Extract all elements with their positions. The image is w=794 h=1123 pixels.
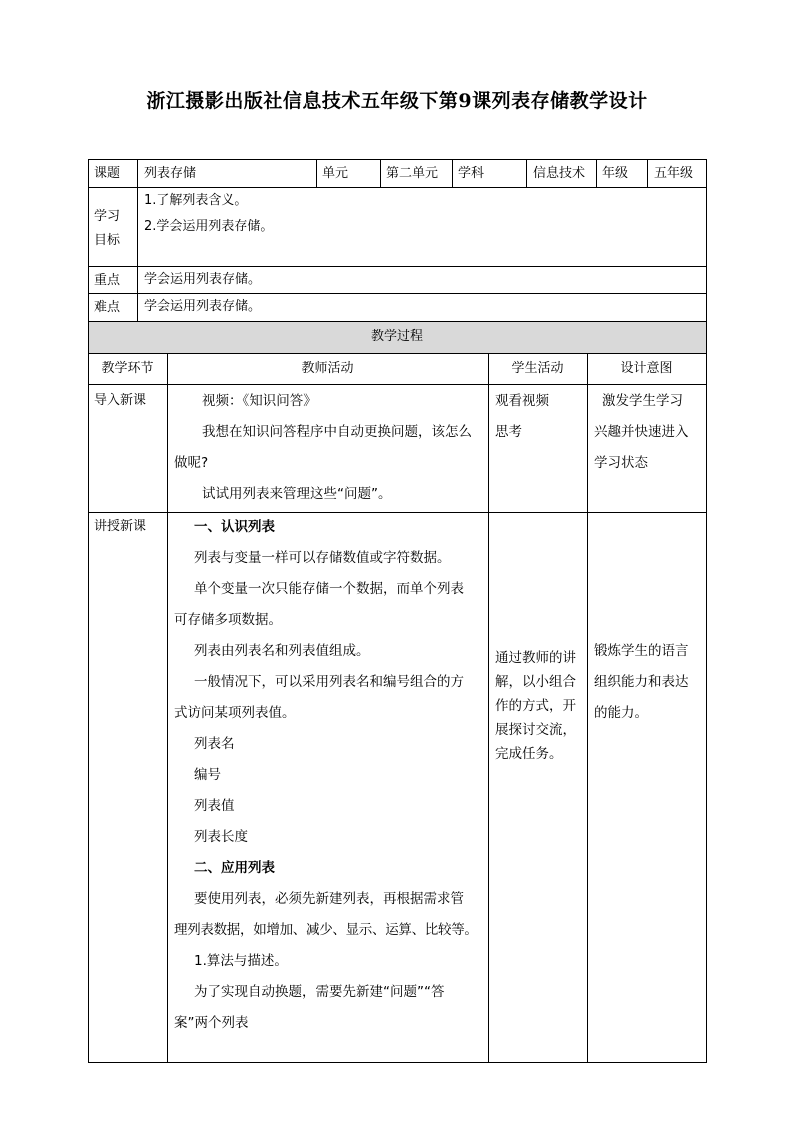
teacher-line: 式访问某项列表值。 <box>174 705 296 721</box>
student-activity-intro <box>495 386 583 448</box>
intent-line: 的能力。 <box>594 705 648 721</box>
row-divider <box>88 187 707 188</box>
teacher-heading: 二、应用列表 <box>194 860 275 876</box>
col-divider <box>380 159 381 187</box>
teacher-line: 单个变量一次只能存储一个数据，而单个列表 <box>194 581 464 597</box>
intent-intro <box>594 386 704 479</box>
intent-lesson <box>594 636 706 729</box>
row-divider <box>88 321 707 322</box>
grade-value: 五年级 <box>654 166 694 181</box>
objective-item: 1.了解列表含义。 <box>144 193 248 208</box>
subject-value: 信息技术 <box>533 166 586 181</box>
student-line: 展探讨交流， <box>495 722 576 738</box>
col-divider <box>587 353 588 1063</box>
stage-intro: 导入新课 <box>94 393 147 408</box>
intent-line: 锻炼学生的语言 <box>594 643 689 659</box>
teacher-activity-lesson <box>174 512 486 1039</box>
key-point-label: 重点 <box>94 273 121 288</box>
col-divider <box>488 353 489 1063</box>
teacher-line: 做呢? <box>174 455 209 471</box>
row-divider <box>88 266 707 267</box>
teacher-line: 列表名 <box>194 736 235 752</box>
teacher-line: 列表与变量一样可以存储数值或字符数据。 <box>194 550 451 566</box>
column-header-student: 学生活动 <box>511 361 564 376</box>
teacher-line: 我想在知识问答程序中自动更换问题，该怎么 <box>202 424 472 440</box>
student-line: 完成任务。 <box>495 746 563 762</box>
subject-label: 学科 <box>458 166 485 181</box>
intent-line: 兴趣并快速进入 <box>594 424 689 440</box>
unit-label: 单元 <box>322 166 349 181</box>
column-header-stage: 教学环节 <box>101 361 154 376</box>
student-line: 观看视频 <box>495 393 549 409</box>
document-title: 浙江摄影出版社信息技术五年级下第9课列表存储教学设计 <box>146 90 648 112</box>
topic-value: 列表存储 <box>144 166 197 181</box>
column-header-teacher: 教师活动 <box>301 361 354 376</box>
teacher-activity-intro <box>174 386 484 510</box>
teacher-line: 为了实现自动换题，需要先新建“问题”“答 <box>194 984 445 1000</box>
teacher-line: 编号 <box>194 767 221 783</box>
col-divider <box>316 159 317 187</box>
teacher-line: 试试用列表来管理这些“问题”。 <box>202 486 392 502</box>
student-line: 作的方式，开 <box>495 698 576 714</box>
teacher-line: 理列表数据，如增加、减少、显示、运算、比较等。 <box>174 922 478 938</box>
intent-line: 学习状态 <box>594 455 648 471</box>
row-divider <box>88 293 707 294</box>
teacher-line: 视频：《知识问答》 <box>202 393 317 409</box>
teacher-line: 列表由列表名和列表值组成。 <box>194 643 370 659</box>
student-line: 通过教师的讲 <box>495 650 576 666</box>
intent-line: 激发学生学习 <box>602 393 683 409</box>
student-activity-lesson <box>495 646 585 766</box>
difficulty-label: 难点 <box>94 300 121 315</box>
row-divider <box>88 353 707 354</box>
objectives-label: 目标 <box>94 233 121 248</box>
key-point-value: 学会运用列表存储。 <box>144 272 262 287</box>
teacher-line: 一般情况下，可以采用列表名和编号组合的方 <box>194 674 464 690</box>
col-divider <box>647 159 648 187</box>
col-divider <box>526 159 527 187</box>
intent-line: 组织能力和表达 <box>594 674 689 690</box>
objectives-label: 学习 <box>94 209 121 224</box>
process-header: 教学过程 <box>370 329 423 344</box>
teacher-line: 列表值 <box>194 798 235 814</box>
row-divider <box>88 384 707 385</box>
difficulty-value: 学会运用列表存储。 <box>144 299 262 314</box>
teacher-line: 1.算法与描述。 <box>194 953 288 969</box>
col-divider <box>452 159 453 187</box>
teacher-line: 可存储多项数据。 <box>174 612 282 628</box>
grade-label: 年级 <box>602 166 629 181</box>
student-line: 解，以小组合 <box>495 674 576 690</box>
col-divider <box>137 159 138 321</box>
teacher-line: 案”两个列表 <box>174 1015 249 1031</box>
unit-value: 第二单元 <box>386 166 439 181</box>
objective-item: 2.学会运用列表存储。 <box>144 219 274 234</box>
topic-label: 课题 <box>94 166 121 181</box>
teacher-line: 列表长度 <box>194 829 248 845</box>
student-line: 思考 <box>495 424 522 440</box>
teacher-heading: 一、认识列表 <box>194 519 275 535</box>
teacher-line: 要使用列表，必须先新建列表，再根据需求管 <box>194 891 464 907</box>
column-header-intent: 设计意图 <box>620 361 673 376</box>
stage-new-lesson: 讲授新课 <box>94 519 147 534</box>
col-divider <box>167 353 168 1063</box>
col-divider <box>596 159 597 187</box>
